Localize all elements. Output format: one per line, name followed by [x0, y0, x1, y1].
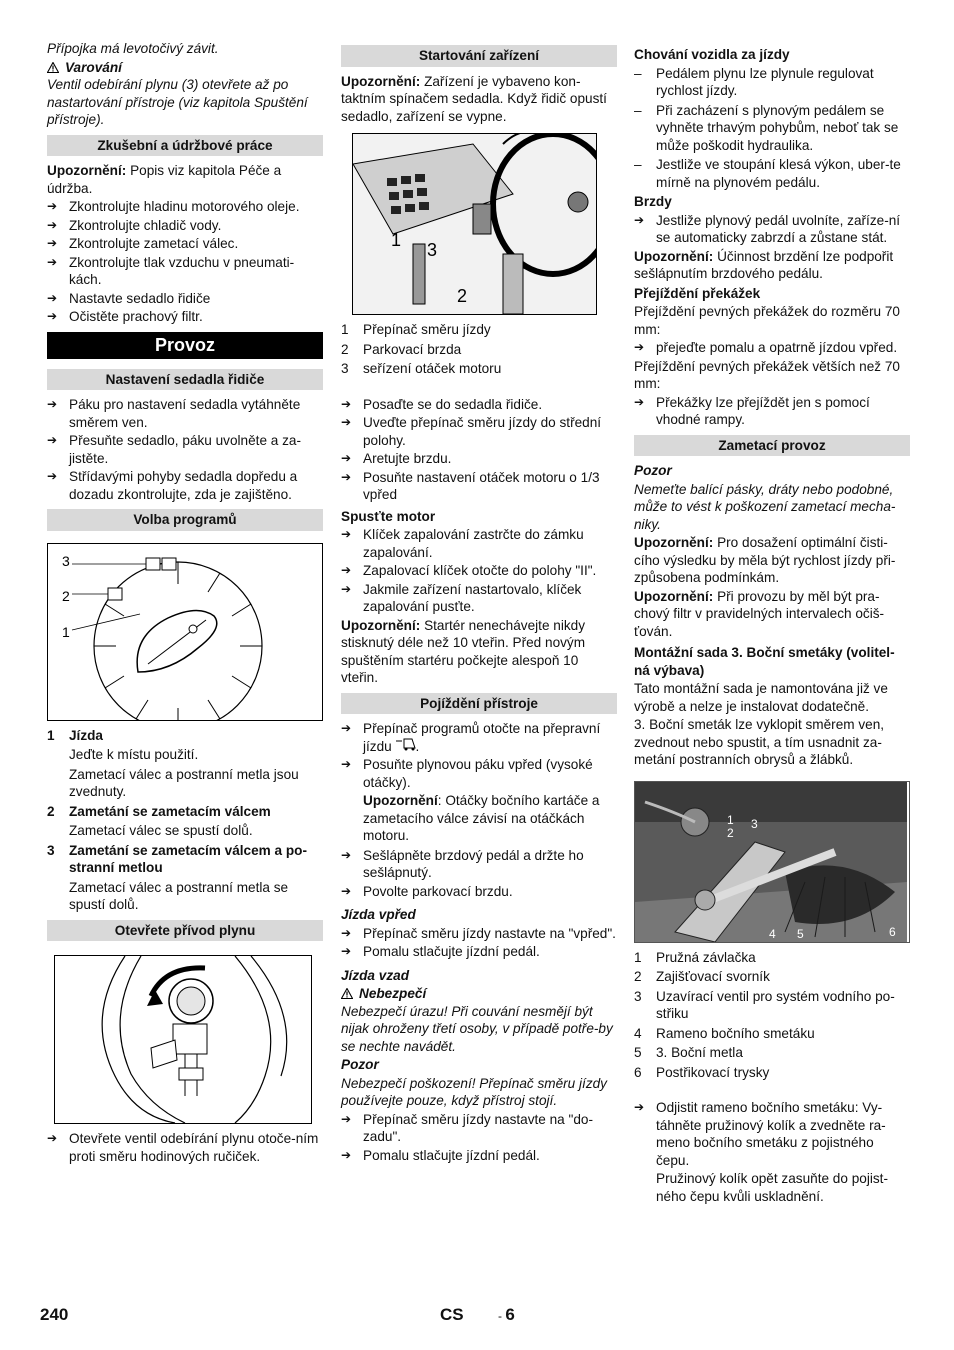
- arrow-icon: ➔: [341, 757, 352, 771]
- obstacles-text: Přejíždění pevných překážek do rozměru 70 mm:: [634, 304, 900, 337]
- list-item: ➔ Přesuňte sedadlo, páku uvolněte a za-jistěte.: [47, 433, 302, 466]
- motor-note: Upozornění: Startér nenechávejte nikdy stisknutý déle než 10 vteřin. Před novým spuštěním startéru počkejte alespoň 10 vteřin.: [341, 617, 586, 685]
- side-broom-photo: [635, 782, 907, 942]
- list-item: ➔ Odjistit rameno bočního smetáku: Vy-táhněte pružinový kolík a zvedněte ra-meno bočního smetáku z pojistného čepu.: [634, 1100, 886, 1168]
- list-item: ➔ Zapalovací klíček otočte do polohy "II".: [341, 563, 597, 578]
- warning-icon: [47, 62, 59, 73]
- section-start-heading: Startování zařízení: [341, 45, 617, 67]
- danger-text: Nebezpečí úrazu! Při couvání nesmějí být nijak ohroženy třetí osoby, v případě potře-by se nechte navádět.: [341, 1003, 613, 1054]
- arrow-icon: ➔: [47, 309, 58, 323]
- forward-heading: Jízda vpřed: [341, 907, 416, 922]
- caution-text: Nebezpečí poškození! Přepínač směru jízdy používejte pouze, když přístroj stojí.: [341, 1075, 607, 1108]
- fig-label: 3: [751, 816, 758, 831]
- brakes-note: Upozornění: Účinnost brzdění lze podpořit sešlápnutím brzdového pedálu.: [634, 248, 894, 281]
- arrow-icon: ➔: [634, 212, 645, 227]
- arrow-icon: ➔: [341, 396, 352, 411]
- program-3-line: Zametací válec a postranní metla se spustí dolů.: [69, 879, 289, 912]
- warning-text: Ventil odebírání plynu (3) otevřete až po nastartování přístroje (viz kapitola Spuštění přístroje).: [47, 77, 308, 127]
- list-item: ➔ Posuňte plynovou páku vpřed (vysoké otáčky).: [341, 757, 593, 790]
- arrow-icon: ➔: [341, 469, 352, 484]
- fig-label: 2: [457, 286, 468, 306]
- start-note: Upozornění: Zařízení je vybaveno kon-taktním spínačem sedadla. Když řidič opustí sedadlo, zařízení se vypne.: [341, 73, 607, 124]
- warning-icon: [341, 988, 353, 999]
- fig-label: 4: [769, 926, 776, 941]
- column-1: [47, 40, 323, 1166]
- program-2-line: Zametací válec se spustí dolů.: [69, 823, 253, 838]
- program-2: 2 Zametání se zametacím válcem: [47, 803, 271, 819]
- column-3: [634, 46, 910, 1207]
- language-code: CS: [440, 1305, 464, 1324]
- section-gas-heading: Otevřete přívod plynu: [47, 920, 323, 942]
- test-note: Upozornění: Popis viz kapitola Péče a údržba.: [47, 163, 282, 196]
- sweep-note-2: Upozornění: Při provozu by měl být pra-chový filtr v pravidelných intervalech očiš-ťován.: [634, 588, 885, 639]
- fig-label: 2: [62, 587, 70, 604]
- final-step-note: Pružinový kolík opět zasuňte do pojist-ného čepu kvůli uskladnění.: [656, 1171, 888, 1204]
- list-item: – Při zacházení s plynovým pedálem se vyhněte trhavým pohybům, neboť tak se může poškodit hydraulika.: [634, 102, 899, 153]
- drive-note: Upozornění: Otáčky bočního kartáče a zametacího válce závisí na otáčkách motoru.: [363, 793, 600, 843]
- cockpit-illustration: [353, 134, 596, 314]
- list-item: ➔ Střídavými pohyby sedadla dopředu a dozadu zkontrolujte, zda je zajištěno.: [47, 469, 298, 502]
- list-item: – Pedálem plynu lze plynule regulovat rychlost jízdy.: [634, 65, 874, 98]
- arrow-icon: ➔: [634, 1100, 645, 1114]
- program-3: 3 Zametání se zametacím válcem a po-stranní metlou: [47, 842, 307, 875]
- arrow-icon: ➔: [341, 581, 352, 596]
- list-item: ➔ Očistěte prachový filtr.: [47, 309, 203, 324]
- arrow-icon: ➔: [47, 290, 58, 305]
- sweep-caution-heading: Pozor: [634, 463, 672, 478]
- arrow-icon: ➔: [341, 944, 352, 958]
- legend-item: 1 Přepínač směru jízdy: [341, 322, 491, 337]
- fig-label: 3: [427, 240, 438, 260]
- legend-item: 3 seřízení otáček motoru: [341, 361, 502, 376]
- motor-heading: Spusťte motor: [341, 508, 436, 524]
- arrow-icon: ➔: [341, 721, 352, 735]
- arrow-icon: ➔: [341, 883, 352, 898]
- arrow-icon: ➔: [47, 199, 58, 213]
- list-item: ➔ Pomalu stlačujte jízdní pedál.: [341, 1147, 540, 1163]
- list-item: ➔ Nastavte sedadlo řidiče: [47, 290, 211, 306]
- legend-item: 4 Rameno bočního smetáku: [634, 1025, 815, 1041]
- list-item: ➔ Páku pro nastavení sedadla vytáhněte směrem ven.: [47, 397, 301, 430]
- section-sweep-heading: Zametací provoz: [634, 435, 910, 457]
- arrow-icon: ➔: [47, 1131, 58, 1145]
- arrow-icon: ➔: [47, 217, 58, 232]
- section-test-heading: Zkušební a údržbové práce: [47, 135, 323, 157]
- program-dial-illustration: [48, 544, 322, 720]
- list-item: ➔ Jestliže plynový pedál uvolníte, zaříze-ní se automaticky zabrzdí a zůstane stát.: [634, 212, 901, 245]
- backward-heading: Jízda vzad: [341, 967, 409, 983]
- list-item: ➔ Klíček zapalování zastrčte do zámku zapalování.: [341, 527, 584, 560]
- list-item: ➔ Přepínač směru jízdy nastavte na "vpřed".: [341, 925, 616, 941]
- list-item: ➔ Zkontrolujte zametací válec.: [47, 236, 239, 251]
- fig-label: 1: [727, 812, 734, 827]
- side-broom-figure: [634, 781, 910, 943]
- list-item: ➔ Přepínač programů otočte na přepravní jízdu .: [341, 721, 601, 754]
- list-item: ➔ Přepínač směru jízdy nastavte na "do-zadu".: [341, 1111, 593, 1144]
- thread-note: Přípojka má levotočivý závit.: [47, 41, 219, 56]
- list-item: ➔ Zkontrolujte chladič vody.: [47, 217, 222, 233]
- arrow-icon: ➔: [634, 394, 645, 409]
- gas-valve-illustration: [55, 956, 311, 1123]
- legend-item: 3 Uzavírací ventil pro systém vodního po-střiku: [634, 988, 895, 1021]
- fig-label: 1: [391, 230, 402, 250]
- warning-heading: Varování: [47, 59, 323, 77]
- sweep-caution-text: Nemeťte balící pásky, dráty nebo podobné, může to vést k poškození zametací mecha-niky.: [634, 481, 896, 532]
- check-list: [47, 198, 323, 326]
- fig-label: 3: [62, 552, 70, 569]
- transport-mode-icon: [396, 738, 416, 751]
- arrow-icon: ➔: [341, 563, 352, 577]
- chapter-page: - 6: [498, 1305, 515, 1324]
- arrow-icon: ➔: [47, 433, 58, 447]
- arrow-icon: ➔: [341, 1147, 352, 1162]
- brakes-heading: Brzdy: [634, 194, 672, 209]
- arrow-icon: ➔: [47, 397, 58, 411]
- list-item: – Jestliže ve stoupání klesá výkon, uber-te mírně na plynovém pedálu.: [634, 157, 901, 190]
- legend-item: 2 Zajišťovací svorník: [634, 969, 770, 984]
- arrow-icon: ➔: [341, 925, 352, 940]
- arrow-icon: ➔: [341, 451, 352, 465]
- column-2: [341, 40, 617, 1165]
- list-item: ➔ Sešlápněte brzdový pedál a držte ho sešlápnutý.: [341, 847, 584, 880]
- legend-item: 2 Parkovací brzda: [341, 341, 462, 357]
- arrow-icon: ➔: [47, 469, 58, 483]
- list-item: ➔ Zkontrolujte hladinu motorového oleje.: [47, 199, 300, 214]
- arrow-icon: ➔: [341, 415, 352, 429]
- fig-label: 5: [797, 926, 804, 941]
- arrow-icon: ➔: [341, 847, 352, 862]
- caution-heading: Pozor: [341, 1057, 379, 1072]
- legend-item: 1 Pružná závlačka: [634, 949, 756, 965]
- list-item: ➔ přejeďte pomalu a opatrně jízdou vpřed.: [634, 340, 898, 355]
- list-item: ➔ Posuňte nastavení otáček motoru o 1/3 vpřed: [341, 469, 600, 502]
- list-item: ➔ Posaďte se do sedadla řidiče.: [341, 396, 543, 412]
- danger-heading: Nebezpečí: [341, 985, 617, 1003]
- legend-item: 6 Postřikovací trysky: [634, 1064, 770, 1080]
- fig-label: 6: [889, 924, 896, 939]
- section-program-heading: Volba programů: [47, 509, 323, 531]
- list-item: ➔ Jakmile zařízení nastartovalo, klíček zapalování pusťte.: [341, 581, 582, 614]
- list-item: ➔ Povolte parkovací brzdu.: [341, 883, 513, 899]
- kit-heading: Montážní sada 3. Boční smetáky (volitel-ná výbava): [634, 645, 895, 678]
- arrow-icon: ➔: [47, 236, 58, 250]
- list-item: ➔ Uveďte přepínač směru jízdy do střední polohy.: [341, 415, 602, 448]
- section-drive-heading: Pojíždění přístroje: [341, 693, 617, 715]
- list-item: ➔ Pomalu stlačujte jízdní pedál.: [341, 944, 540, 959]
- cockpit-figure: [352, 133, 597, 315]
- list-item: ➔ Aretujte brzdu.: [341, 451, 452, 466]
- fig-label: 2: [727, 825, 734, 840]
- page-number: 240: [40, 1305, 69, 1324]
- fig-label: 1: [62, 623, 70, 640]
- obstacles-text: Přejíždění pevných překážek větších než 70 mm:: [634, 358, 900, 391]
- chapter-heading-provoz: Provoz: [47, 332, 323, 359]
- arrow-icon: ➔: [634, 340, 645, 354]
- arrow-icon: ➔: [341, 1111, 352, 1126]
- legend-item: 5 3. Boční metla: [634, 1045, 743, 1060]
- gas-valve-figure: [54, 955, 312, 1124]
- program-1-line: Zametací válec a postranní metla jsou zvednuty.: [69, 766, 299, 799]
- section-seat-heading: Nastavení sedadla řidiče: [47, 369, 323, 391]
- sweep-note-1: Upozornění: Pro dosažení optimální čisti-cího výsledku by měla být rychlost jízdy při-způsobena podmínkám.: [634, 535, 896, 585]
- behavior-heading: Chování vozidla za jízdy: [634, 47, 790, 62]
- kit-text: 3. Boční smeták lze vyklopit směrem ven, zvednout nebo spustit, a tím usnadnit za-metání postranních obrysů a žlábků.: [634, 717, 885, 767]
- kit-text: Tato montážní sada je namontována již ve výrobě a nelze je instalovat dodatečně.: [634, 681, 888, 714]
- arrow-icon: ➔: [47, 254, 58, 269]
- program-selector-figure: [47, 543, 323, 721]
- list-item: ➔ Překážky lze přejíždět jen s pomocí vhodné rampy.: [634, 394, 870, 427]
- obstacles-heading: Přejíždění překážek: [634, 285, 761, 301]
- list-item: ➔ Zkontrolujte tlak vzduchu v pneumati-kách.: [47, 254, 295, 287]
- list-item: ➔ Otevřete ventil odebírání plynu otoče-ním proti směru hodinových ručiček.: [47, 1131, 319, 1164]
- arrow-icon: ➔: [341, 527, 352, 541]
- program-1: 1 Jízda: [47, 727, 103, 743]
- program-1-line: Jeďte k místu použití.: [69, 747, 199, 762]
